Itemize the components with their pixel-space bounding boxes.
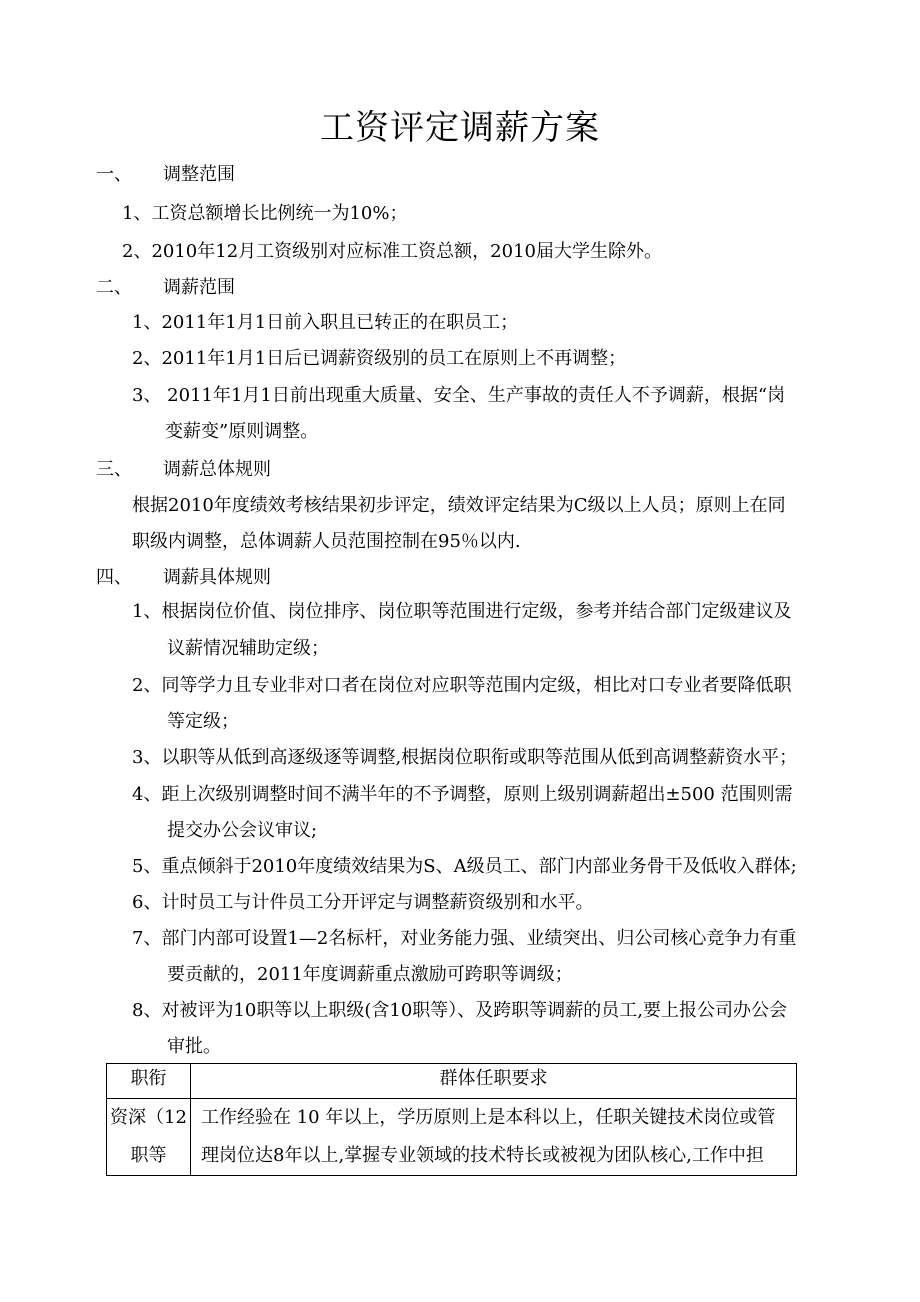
rank-line: 资深（12	[110, 1107, 187, 1128]
paragraph-line: 等定级；	[167, 711, 239, 732]
section-number: 四、	[96, 567, 132, 588]
rank-line: 职等	[130, 1145, 167, 1166]
paragraph-line: 5、重点倾斜于2010年度绩效结果为S、A级员工、部门内部业务骨干及低收入群体;	[132, 856, 797, 877]
paragraph-line: 议薪情况辅助定级；	[167, 638, 329, 659]
paragraph-line: 审批。	[167, 1036, 221, 1057]
paragraph-line: 提交办公会议审议;	[167, 820, 318, 841]
page-title: 工资评定调薪方案	[320, 108, 600, 148]
paragraph-line: 变薪变”原则调整。	[165, 421, 319, 442]
rank-cell-lines	[107, 1099, 190, 1175]
paragraph-line: 要贡献的，2011年度调薪重点激励可跨职等调级；	[167, 964, 573, 985]
paragraph-line: 2、2010年12月工资级别对应标准工资总额，2010届大学生除外。	[122, 241, 662, 262]
paragraph-line: 4、距上次级别调整时间不满半年的不予调整，原则上级别调薪超出±500 范围则需	[132, 784, 793, 805]
section-title: 调薪具体规则	[163, 567, 271, 588]
table-row	[107, 1099, 797, 1176]
section-number: 一、	[96, 164, 132, 185]
paragraph-line: 6、计时员工与计件员工分开评定与调整薪资级别和水平。	[132, 892, 594, 913]
paragraph-line: 1、根据岗位价值、岗位排序、岗位职等范围进行定级，参考并结合部门定级建议及	[132, 601, 792, 622]
requirements-table	[106, 1063, 797, 1176]
paragraph-line: 2、同等学力且专业非对口者在岗位对应职等范围内定级，相比对口专业者要降低职	[132, 675, 792, 696]
paragraph-line: 8、对被评为10职等以上职级(含10职等）、及跨职等调薪的员工,要上报公司办公会	[132, 1000, 788, 1021]
table-header-requirements: 群体任职要求	[191, 1064, 797, 1099]
section-number: 三、	[96, 459, 132, 480]
paragraph-line: 1、2011年1月1日前入职且已转正的在职员工；	[132, 312, 519, 333]
section-title: 调整范围	[163, 164, 235, 185]
section-number: 二、	[96, 277, 132, 298]
section-title: 调薪总体规则	[163, 459, 271, 480]
paragraph-line: 2、2011年1月1日后已调薪资级别的员工在原则上不再调整；	[132, 348, 627, 369]
table-header-rank: 职衔	[107, 1064, 191, 1099]
paragraph-line: 7、部门内部可设置1—2名标杆，对业务能力强、业绩突出、归公司核心竞争力有重	[132, 928, 797, 949]
section-title: 调薪范围	[163, 277, 235, 298]
paragraph-line: 职级内调整，总体调薪人员范围控制在95％以内.	[132, 531, 521, 552]
requirement-line: 工作经验在 10 年以上，学历原则上是本科以上，任职关键技术岗位或管	[201, 1107, 776, 1128]
requirement-line: 理岗位达8年以上,掌握专业领域的技术特长或被视为团队核心,工作中担	[201, 1145, 764, 1166]
table-header-row	[107, 1064, 797, 1099]
requirements-cell-lines	[191, 1099, 796, 1175]
paragraph-line: 3、 2011年1月1日前出现重大质量、安全、生产事故的责任人不予调薪，根据“岗	[132, 385, 786, 406]
rank-cell	[107, 1099, 191, 1176]
paragraph-line: 1、工资总额增长比例统一为10%；	[122, 203, 408, 224]
requirements-cell	[191, 1099, 797, 1176]
paragraph-line: 根据2010年度绩效考核结果初步评定，绩效评定结果为C级以上人员；原则上在同	[132, 495, 786, 516]
paragraph-line: 3、以职等从低到高逐级逐等调整,根据岗位职衔或职等范围从低到高调整薪资水平；	[132, 747, 798, 768]
